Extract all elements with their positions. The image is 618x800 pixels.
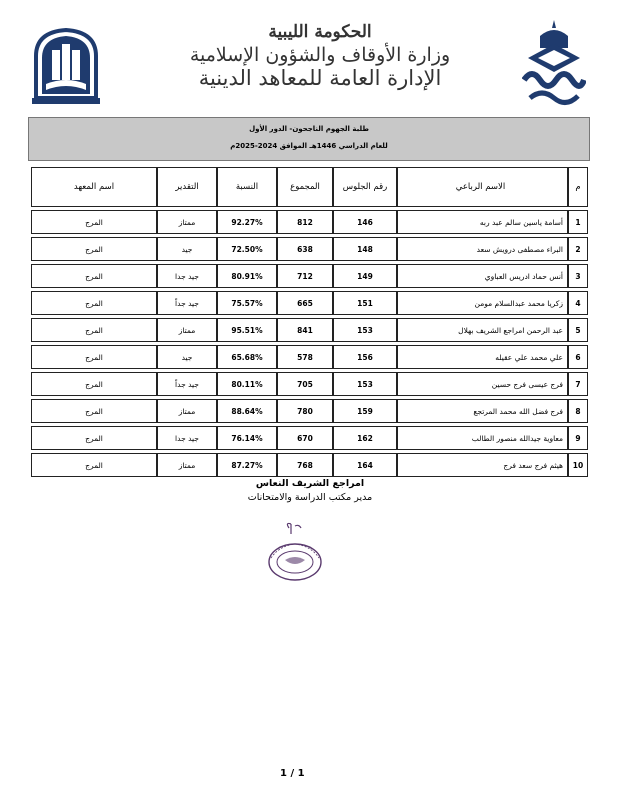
row-institute: المرج (31, 318, 157, 342)
table-row (31, 345, 588, 369)
row-grade: ممتاز (157, 210, 217, 234)
row-name: البراء مصطفى درويش سعد (397, 237, 568, 261)
table-row (31, 318, 588, 342)
row-grade: ممتاز (157, 453, 217, 477)
row-grade: جيد جداً (157, 372, 217, 396)
row-grade: جيد (157, 345, 217, 369)
row-num: 3 (568, 264, 588, 288)
header-total: المجموع (277, 167, 333, 207)
row-name: أنس حماد ادريس العباوي (397, 264, 568, 288)
row-seat: 149 (333, 264, 397, 288)
banner-line-2: للعام الدراسي 1446هـ الموافق 2024-2025م (230, 142, 388, 150)
row-seat: 153 (333, 318, 397, 342)
row-seat: 156 (333, 345, 397, 369)
row-institute: المرج (31, 399, 157, 423)
row-seat: 162 (333, 426, 397, 450)
row-name: فرج عيسى فرج حسين (397, 372, 568, 396)
row-institute: المرج (31, 372, 157, 396)
banner-line-1: طلبة الجهوم الناجحون- الدور الأول (249, 125, 369, 133)
row-seat: 151 (333, 291, 397, 315)
row-total: 712 (277, 264, 333, 288)
row-grade: ممتاز (157, 318, 217, 342)
row-percentage: 80.91% (217, 264, 277, 288)
row-seat: 153 (333, 372, 397, 396)
row-total: 638 (277, 237, 333, 261)
row-seat: 164 (333, 453, 397, 477)
header-institute: اسم المعهد (31, 167, 157, 207)
row-percentage: 72.50% (217, 237, 277, 261)
row-grade: جيد جداً (157, 291, 217, 315)
row-grade: ممتاز (157, 399, 217, 423)
table-row (31, 264, 588, 288)
administration-title: الإدارة العامة للمعاهد الدينية (198, 66, 442, 90)
row-name: زكريا محمد عبدالسلام مومن (397, 291, 568, 315)
row-num: 8 (568, 399, 588, 423)
row-name: هيثم فرج سعد فرج (397, 453, 568, 477)
row-num: 1 (568, 210, 588, 234)
header-name: الاسم الرباعي (397, 167, 568, 207)
row-num: 2 (568, 237, 588, 261)
table-row (31, 453, 588, 477)
row-institute: المرج (31, 291, 157, 315)
table-row (31, 291, 588, 315)
table-row (31, 372, 588, 396)
row-seat: 148 (333, 237, 397, 261)
row-num: 7 (568, 372, 588, 396)
awqaf-logo-right (522, 18, 586, 106)
official-stamp (255, 520, 335, 584)
row-institute: المرج (31, 426, 157, 450)
table-row (31, 237, 588, 261)
row-total: 841 (277, 318, 333, 342)
header-seat: رقم الجلوس (333, 167, 397, 207)
row-total: 812 (277, 210, 333, 234)
row-seat: 146 (333, 210, 397, 234)
ministry-logo-left (30, 28, 102, 106)
row-num: 4 (568, 291, 588, 315)
row-institute: المرج (31, 345, 157, 369)
row-total: 780 (277, 399, 333, 423)
row-name: أسامة ياسين سالم عبد ربه (397, 210, 568, 234)
signatory-name: امراجع الشريف النعاس (255, 478, 365, 489)
table-row (31, 210, 588, 234)
header-grade: التقدير (157, 167, 217, 207)
signature-block (180, 478, 440, 503)
row-institute: المرج (31, 210, 157, 234)
header-num: م (568, 167, 588, 207)
row-institute: المرج (31, 453, 157, 477)
row-grade: جيد (157, 237, 217, 261)
government-title: الحكومة الليبية (268, 22, 372, 42)
row-total: 705 (277, 372, 333, 396)
results-table (31, 164, 588, 480)
signatory-title: مدير مكتب الدراسة والامتحانات (247, 492, 373, 503)
row-total: 768 (277, 453, 333, 477)
table-row (31, 399, 588, 423)
row-percentage: 92.27% (217, 210, 277, 234)
row-total: 578 (277, 345, 333, 369)
table-row (31, 426, 588, 450)
row-grade: جيد جدا (157, 264, 217, 288)
row-name: علي محمد علي عقيله (397, 345, 568, 369)
row-percentage: 75.57% (217, 291, 277, 315)
row-percentage: 88.64% (217, 399, 277, 423)
header-text (170, 22, 470, 90)
page-number: 1 / 1 (280, 768, 305, 779)
row-name: معاوية جيدالله منصور الطالب (397, 426, 568, 450)
table-header-row (31, 167, 588, 207)
row-percentage: 65.68% (217, 345, 277, 369)
header-percentage: النسبة (217, 167, 277, 207)
row-grade: جيد جدا (157, 426, 217, 450)
row-num: 10 (568, 453, 588, 477)
ministry-title: وزارة الأوقاف والشؤون الإسلامية (189, 44, 451, 66)
row-name: عبد الرحمن امراجع الشريف بهلال (397, 318, 568, 342)
row-institute: المرج (31, 264, 157, 288)
row-num: 6 (568, 345, 588, 369)
row-num: 9 (568, 426, 588, 450)
row-total: 670 (277, 426, 333, 450)
row-percentage: 80.11% (217, 372, 277, 396)
row-num: 5 (568, 318, 588, 342)
row-percentage: 95.51% (217, 318, 277, 342)
row-name: فرج فضل الله محمد المرتجع (397, 399, 568, 423)
results-banner (28, 117, 590, 161)
row-seat: 159 (333, 399, 397, 423)
row-percentage: 87.27% (217, 453, 277, 477)
row-percentage: 76.14% (217, 426, 277, 450)
row-institute: المرج (31, 237, 157, 261)
row-total: 665 (277, 291, 333, 315)
